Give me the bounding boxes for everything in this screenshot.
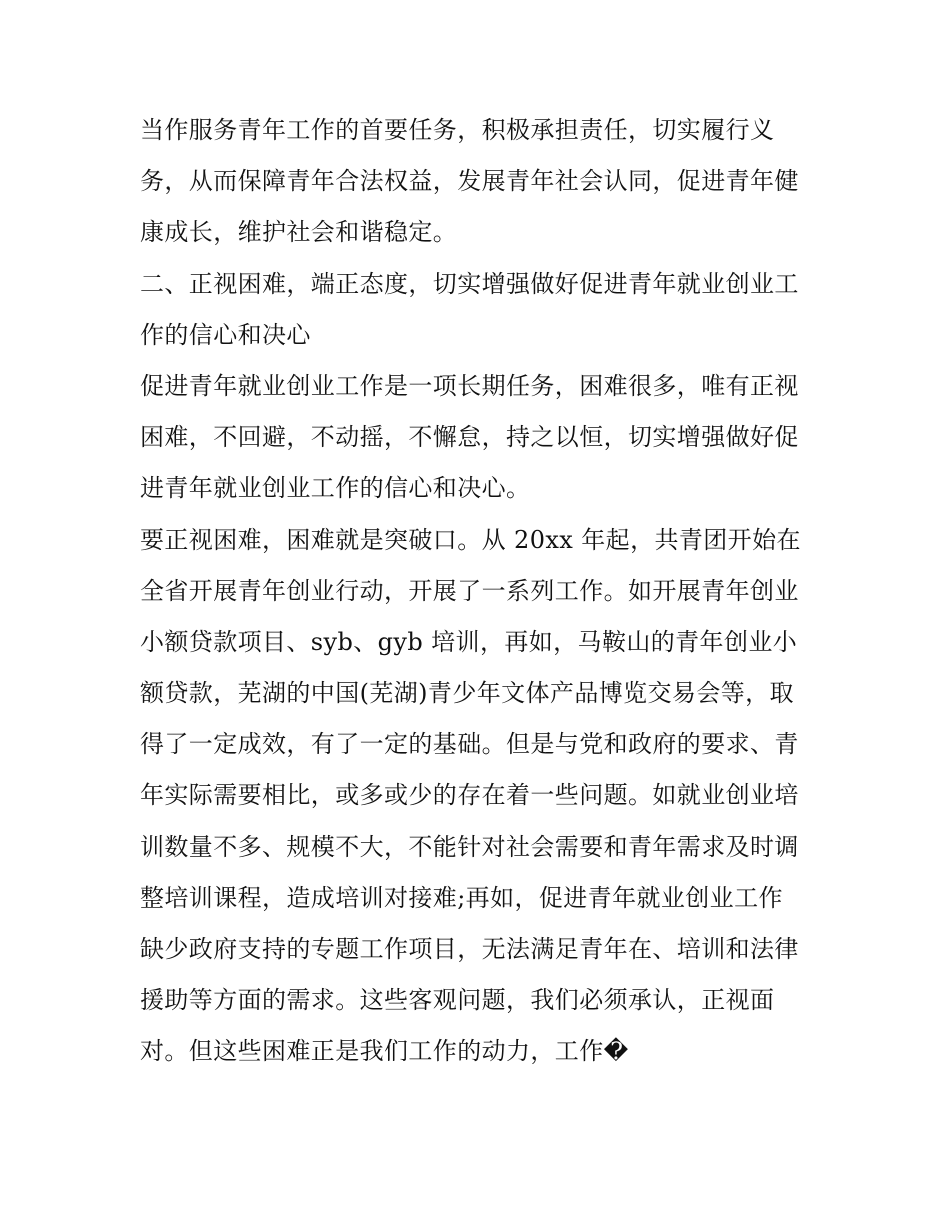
text-line: 务，从而保障青年合法权益，发展青年社会认同，促进青年健 xyxy=(140,167,799,196)
text-line: 全省开展青年创业行动，开展了一系列工作。如开展青年创业 xyxy=(140,576,799,605)
text-line: 促进青年就业创业工作是一项长期任务，困难很多，唯有正视 xyxy=(140,371,799,400)
section-heading-line: 作的信心和决心 xyxy=(140,320,311,349)
text-line: 当作服务青年工作的首要任务，积极承担责任，切实履行义 xyxy=(140,116,775,144)
text-line: 整培训课程，造成培训对接难;再如，促进青年就业创业工作 xyxy=(140,883,783,912)
text-line: 缺少政府支持的专题工作项目，无法满足青年在、培训和法律 xyxy=(140,935,799,963)
text-line: 康成长，维护社会和谐稳定。 xyxy=(140,218,458,247)
text-line: 援助等方面的需求。这些客观问题，我们必须承认，正视面 xyxy=(140,986,775,1015)
text-line: 要正视困难，困难就是突破口。从 20xx 年起，共青团开始在 xyxy=(140,525,801,554)
text-line: 年实际需要相比，或多或少的存在着一些问题。如就业创业培 xyxy=(140,781,799,810)
text-line: 额贷款，芜湖的中国(芜湖)青少年文体产品博览交易会等，取 xyxy=(140,679,794,708)
text-line: 进青年就业创业工作的信心和决心。 xyxy=(140,474,531,503)
section-heading-line: 二、正视困难，端正态度，切实增强做好促进青年就业创业工 xyxy=(140,269,799,298)
text-line: 困难，不回避，不动摇，不懈怠，持之以恒，切实增强做好促 xyxy=(140,423,799,452)
text-line: 对。但这些困难正是我们工作的动力，工作� xyxy=(140,1037,629,1066)
text-line: 得了一定成效，有了一定的基础。但是与党和政府的要求、青 xyxy=(140,730,799,759)
body-text xyxy=(140,105,820,1078)
text-line: 小额贷款项目、syb、gyb 培训，再如，马鞍山的青年创业小 xyxy=(140,627,798,656)
text-line: 训数量不多、规模不大，不能针对社会需要和青年需求及时调 xyxy=(140,832,799,861)
